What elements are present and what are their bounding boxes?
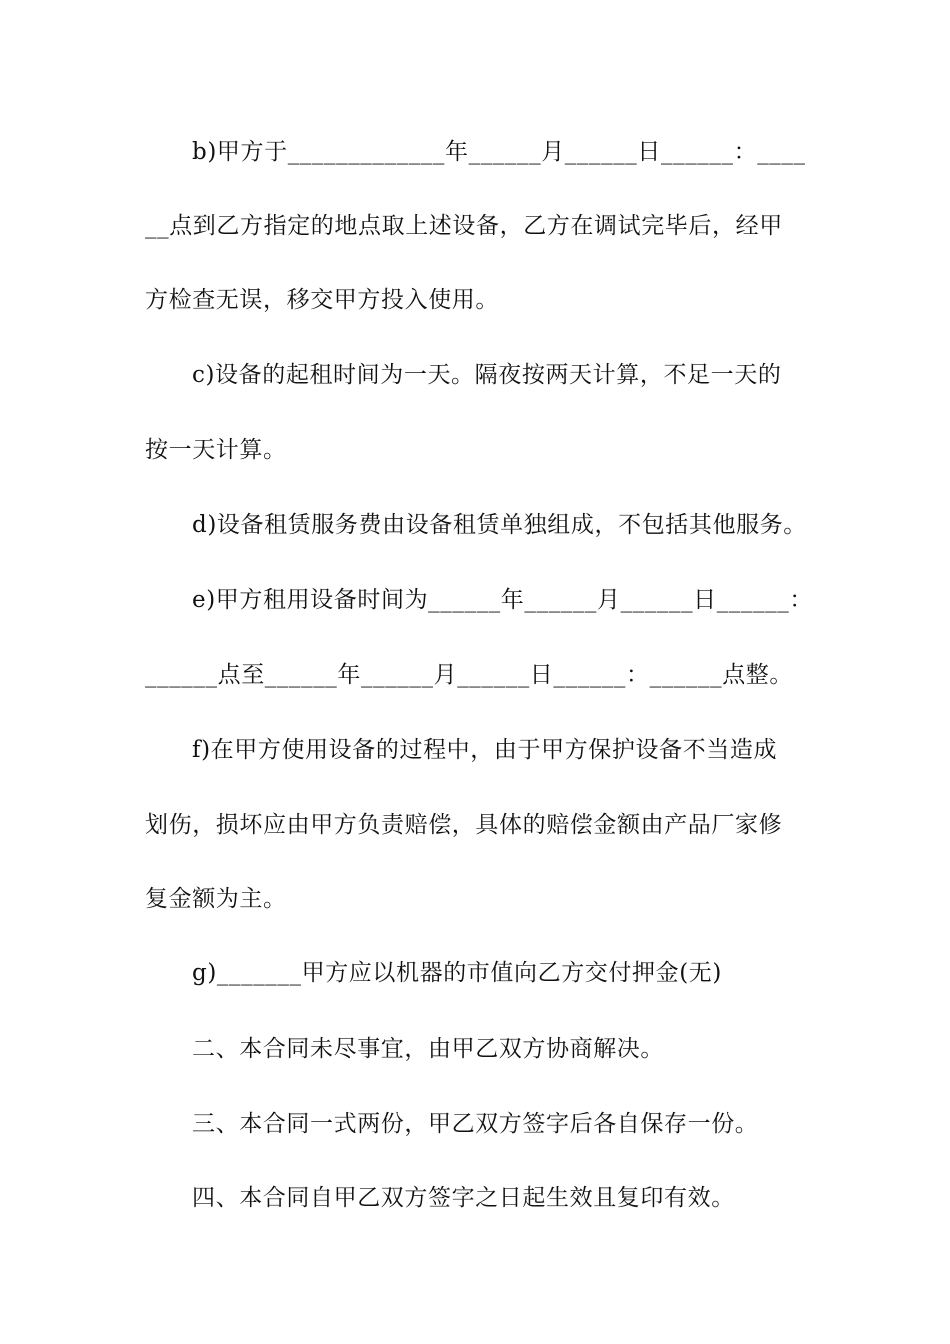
clause-b-line-3: 方检查无误，移交甲方投入使用。 xyxy=(145,287,499,313)
clause-d-line-1: d)设备租赁服务费由设备租赁单独组成，不包括其他服务。 xyxy=(192,512,807,538)
clause-b-line-2: __点到乙方指定的地点取上述设备，乙方在调试完毕后，经甲 xyxy=(145,213,783,239)
clause-f-line-2: 划伤，损坏应由甲方负责赔偿，具体的赔偿金额由产品厂家修 xyxy=(145,812,783,838)
article-3: 三、本合同一式两份，甲乙双方签字后各自保存一份。 xyxy=(192,1111,759,1137)
article-4: 四、本合同自甲乙双方签字之日起生效且复印有效。 xyxy=(192,1185,735,1211)
clause-c-line-2: 按一天计算。 xyxy=(145,437,287,463)
clause-c-line-1: c)设备的起租时间为一天。隔夜按两天计算，不足一天的 xyxy=(192,362,782,388)
clause-f-line-3: 复金额为主。 xyxy=(145,886,287,912)
clause-e-line-1: e)甲方租用设备时间为______年______月______日______： xyxy=(192,587,813,613)
clause-g-line-1: g)_______甲方应以机器的市值向乙方交付押金(无) xyxy=(192,960,722,986)
clause-f-line-1: f)在甲方使用设备的过程中，由于甲方保护设备不当造成 xyxy=(192,737,778,763)
article-2: 二、本合同未尽事宜，由甲乙双方协商解决。 xyxy=(192,1036,664,1062)
clause-e-line-2: ______点至______年______月______日______：______点整。 xyxy=(145,662,793,688)
clause-b-line-1: b)甲方于_____________年______月______日______：____ xyxy=(192,139,806,165)
